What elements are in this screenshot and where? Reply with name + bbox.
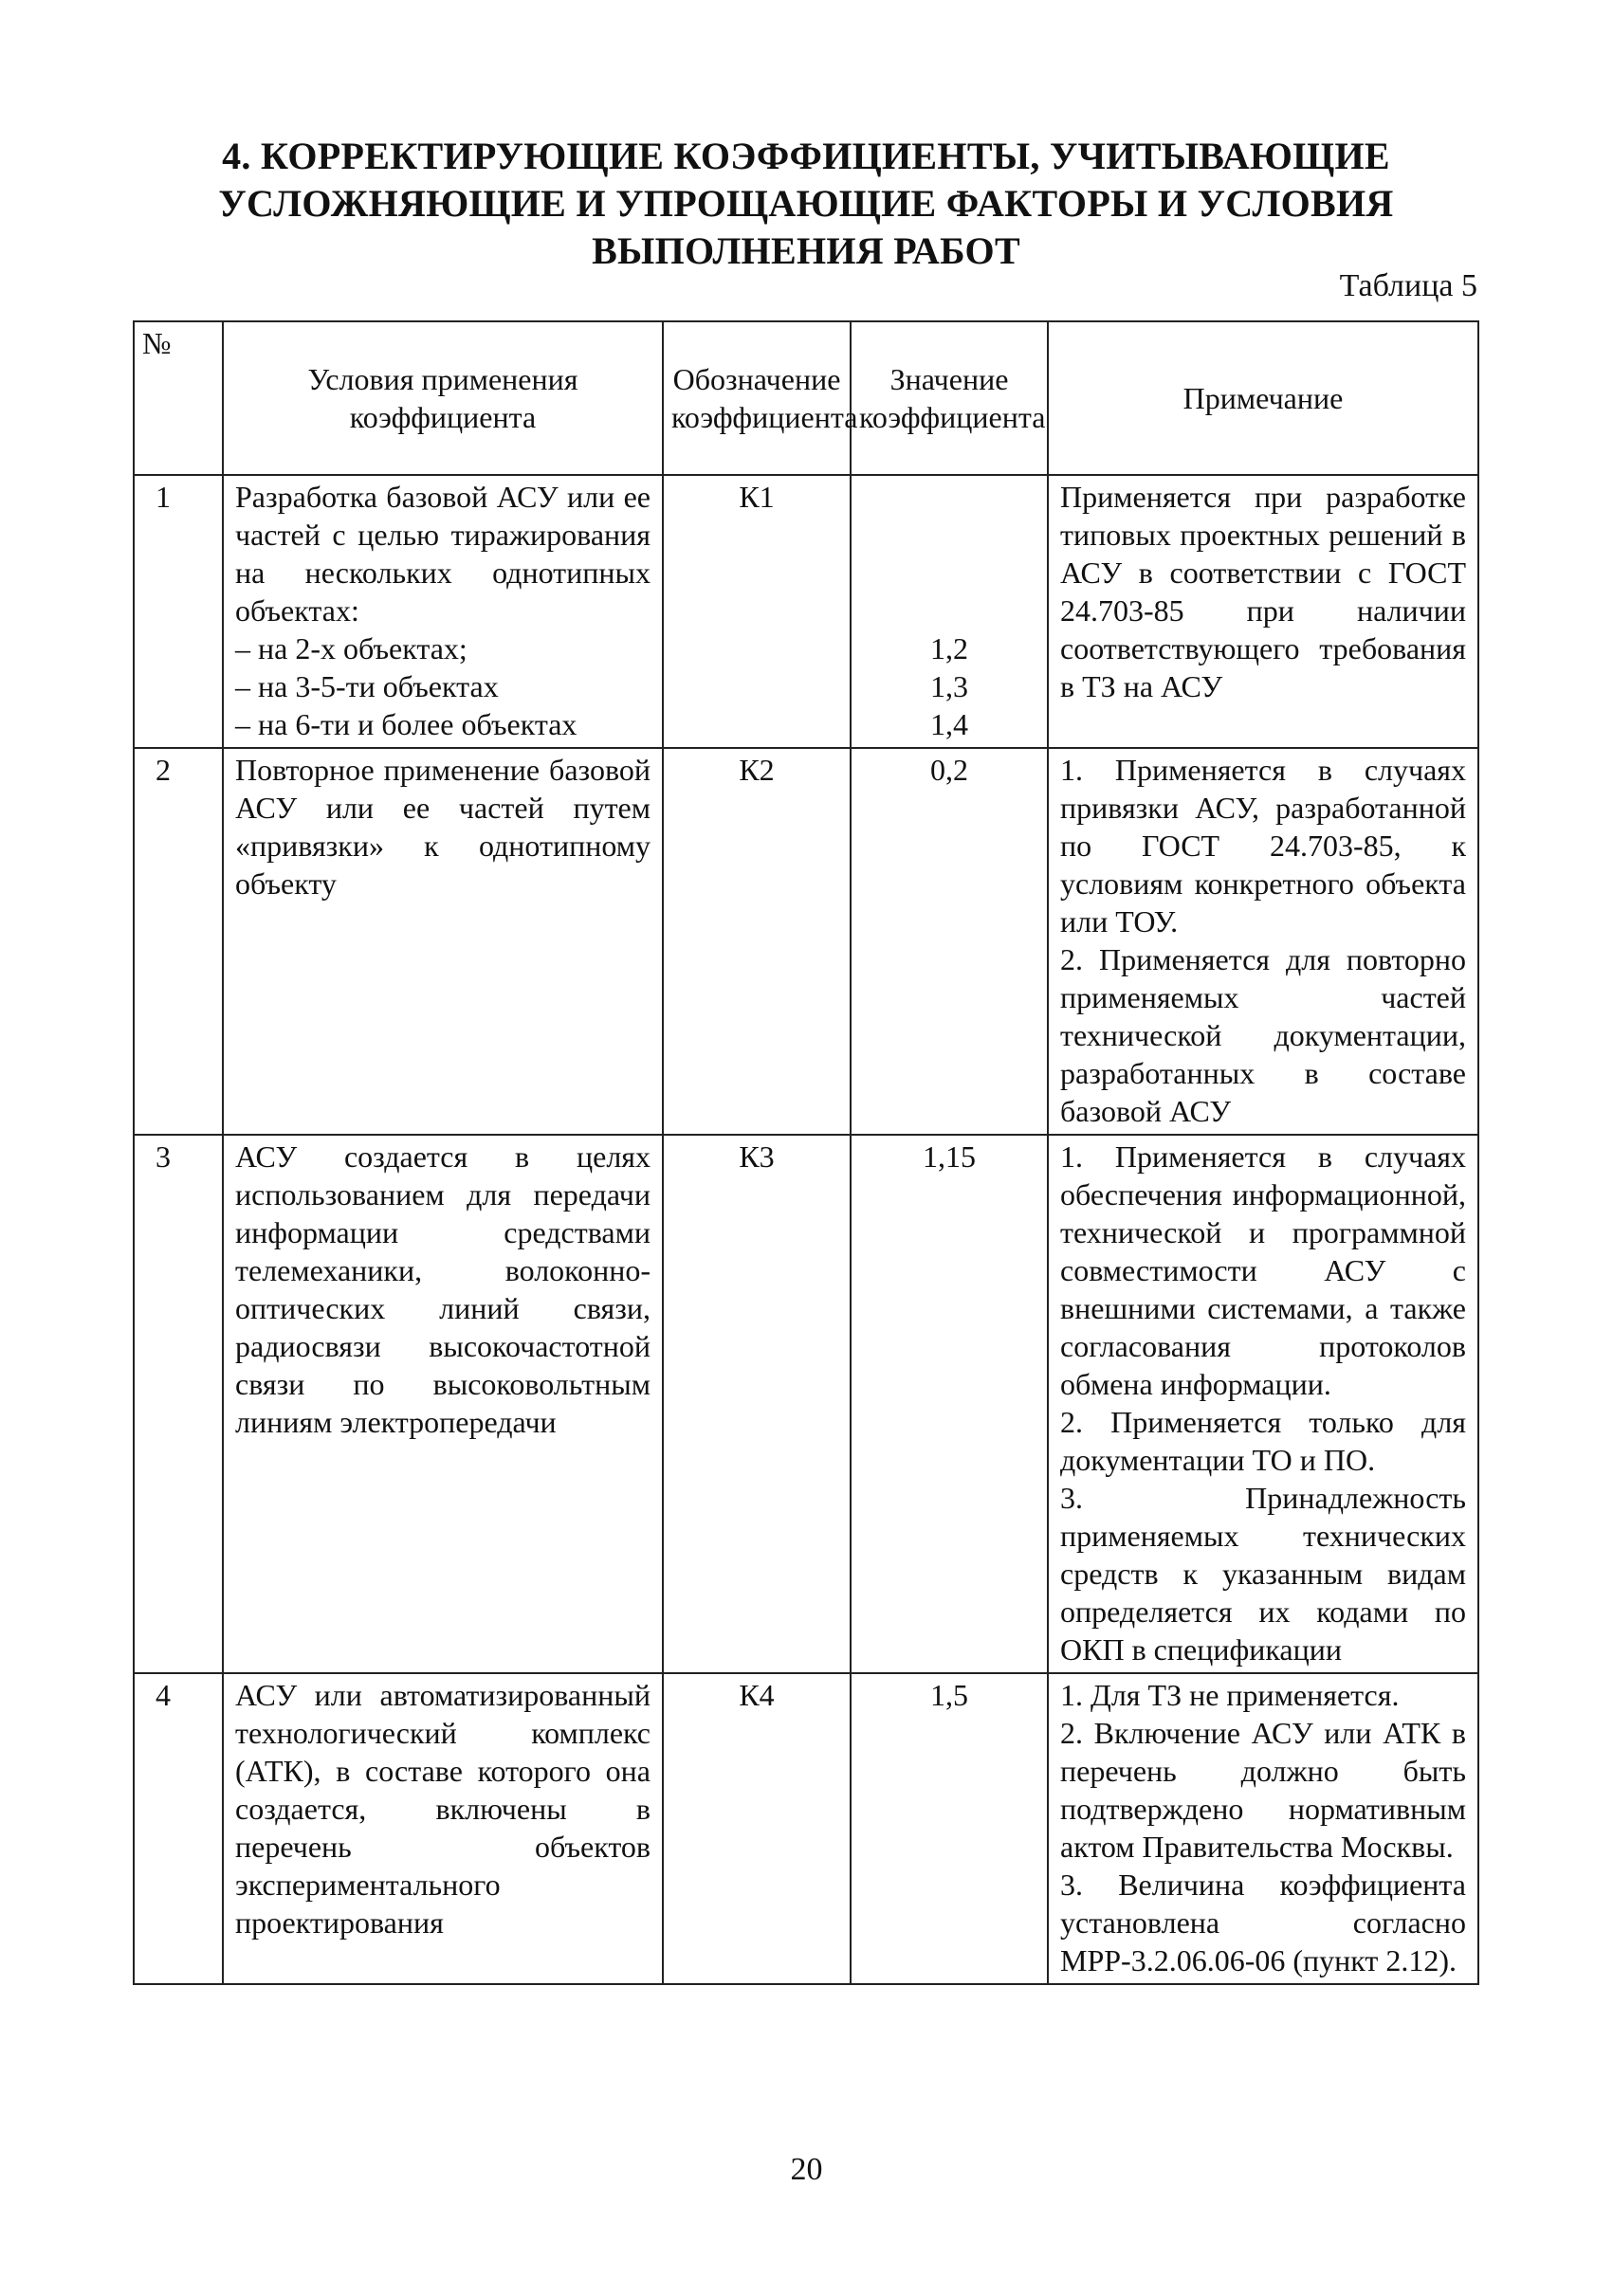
row-code: К1: [663, 475, 851, 748]
row-condition: [223, 475, 663, 748]
value-item: 1,3: [930, 669, 968, 703]
row-value: 1,15: [851, 1135, 1048, 1673]
title-line-1: 4. КОРРЕКТИРУЮЩИЕ КОЭФФИЦИЕНТЫ, УЧИТЫВАЮЩИЕ: [222, 135, 1390, 177]
value-item: 1,2: [930, 631, 968, 665]
section-title: [142, 133, 1470, 275]
value-item: 1,4: [930, 707, 968, 741]
row-code: К3: [663, 1135, 851, 1673]
table-row: [134, 748, 1478, 1135]
row-note: Применяется при разработке типовых проектных решений в АСУ в соответствии с ГОСТ 24.703-85 при наличии соответствующего требования в ТЗ на АСУ: [1048, 475, 1478, 748]
coefficients-table: [133, 320, 1479, 1985]
table-row: [134, 1673, 1478, 1984]
header-condition: Условия применения коэффициента: [223, 321, 663, 475]
page-number: 20: [790, 2152, 823, 2187]
table-label: Таблица 5: [1339, 268, 1477, 303]
header-note: Примечание: [1048, 321, 1478, 475]
row-num: 4: [134, 1673, 223, 1984]
title-line-3: ВЫПОЛНЕНИЯ РАБОТ: [592, 229, 1020, 272]
condition-sub-item: – на 3-5-ти объектах: [235, 669, 499, 703]
header-value: Значение коэффициента: [851, 321, 1048, 475]
condition-sub-item: – на 2-х объектах;: [235, 631, 467, 665]
row-note: 1. Применяется в случаях привязки АСУ, разработанной по ГОСТ 24.703-85, к условиям конкретного объекта или ТОУ. 2. Применяется для повторно применяемых частей технической документации, разработанных в составе базовой АСУ: [1048, 748, 1478, 1135]
condition-sub-item: – на 6-ти и более объектах: [235, 707, 577, 741]
table-row: [134, 1135, 1478, 1673]
header-code: Обозначение коэффициента: [663, 321, 851, 475]
row-num: 2: [134, 748, 223, 1135]
row-note: 1. Применяется в случаях обеспечения информационной, технической и программной совместимости АСУ с внешними системами, а также согласования протоколов обмена информации. 2. Применяется только для документации ТО и ПО. 3. Принадлежность применяемых технических средств к указанным видам определяется их кодами по ОКП в спецификации: [1048, 1135, 1478, 1673]
row-value: [851, 475, 1048, 748]
row-condition: АСУ создается в целях использованием для передачи информации средствами телемеханики, волоконно-оптических линий связи, радиосвязи высокочастотной связи по высоковольтным линиям электропередачи: [223, 1135, 663, 1673]
row-num: 1: [134, 475, 223, 748]
table-header-row: [134, 321, 1478, 475]
row-value: 0,2: [851, 748, 1048, 1135]
row-condition: АСУ или автоматизированный технологический комплекс (АТК), в составе которого она создается, включены в перечень объектов экспериментального проектирования: [223, 1673, 663, 1984]
row-condition: Повторное применение базовой АСУ или ее частей путем «привязки» к однотипному объекту: [223, 748, 663, 1135]
row-num: 3: [134, 1135, 223, 1673]
table-row: [134, 475, 1478, 748]
title-line-2: УСЛОЖНЯЮЩИЕ И УПРОЩАЮЩИЕ ФАКТОРЫ И УСЛОВИЯ: [218, 182, 1394, 225]
row-value: 1,5: [851, 1673, 1048, 1984]
header-num: №: [134, 321, 223, 475]
condition-text: Разработка базовой АСУ или ее частей с целью тиражирования на нескольких однотипных объектах:: [235, 480, 651, 628]
row-code: К2: [663, 748, 851, 1135]
row-note: 1. Для ТЗ не применяется. 2. Включение АСУ или АТК в перечень должно быть подтверждено нормативным актом Правительства Москвы. 3. Величина коэффициента установлена согласно МРР-3.2.06.06-06 (пункт 2.12).: [1048, 1673, 1478, 1984]
row-code: К4: [663, 1673, 851, 1984]
